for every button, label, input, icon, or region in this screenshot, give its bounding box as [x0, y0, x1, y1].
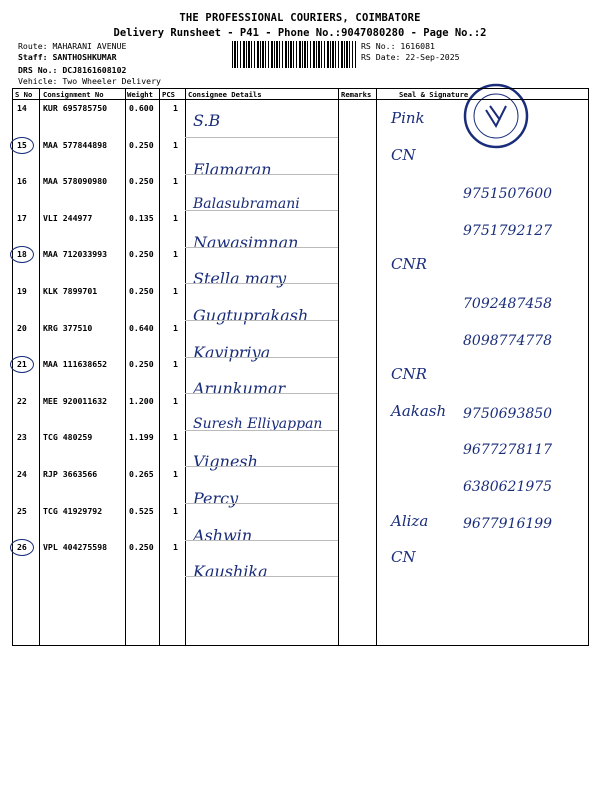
table-row — [13, 504, 588, 545]
col-remarks-header: Remarks — [341, 90, 372, 99]
table-row — [13, 394, 588, 432]
route-label: Route: MAHARANI AVENUE — [18, 41, 127, 51]
rs-date: RS Date: 22-Sep-2025 — [361, 52, 460, 62]
row-weight: 0.265 — [129, 469, 154, 479]
rs-number: RS No.: 1616081 — [361, 41, 435, 51]
runsheet-title: THE PROFESSIONAL COURIERS, COIMBATORE — [179, 12, 421, 24]
table-row — [13, 247, 588, 289]
row-consignment-no: KUR 695785750 — [43, 103, 108, 113]
table-row — [13, 174, 588, 212]
row-number-circle — [10, 539, 34, 556]
row-signature: CN — [391, 145, 416, 164]
row-pcs: 1 — [173, 249, 178, 260]
row-consignment-no: KRG 377510 — [43, 322, 93, 333]
row-pcs: 1 — [173, 542, 178, 553]
row-pcs: 1 — [173, 432, 178, 443]
vehicle-label: Vehicle: Two Wheeler Delivery — [18, 76, 161, 86]
row-consignee-handwritten: Kavipriya — [193, 342, 271, 362]
row-signature: Aakash — [391, 401, 447, 420]
row-consignee-handwritten: Balasubramani — [193, 196, 300, 213]
row-weight: 0.250 — [129, 176, 154, 187]
row-weight: 0.250 — [129, 542, 154, 553]
row-consignment-no: VPL 404275598 — [43, 542, 108, 553]
row-signature: CNR — [391, 255, 427, 274]
row-number-circle — [10, 137, 34, 154]
row-sno: 26 — [17, 542, 27, 553]
table-row — [13, 540, 588, 582]
table-row — [13, 357, 588, 399]
row-consignee-handwritten: Elamaran — [193, 159, 272, 179]
table-row — [13, 211, 588, 252]
row-consignee-handwritten: Suresh Elliyappan — [193, 415, 323, 432]
row-sno: 21 — [17, 359, 27, 370]
barcode — [232, 41, 356, 68]
staff-label: Staff: SANTHOSHKUMAR — [18, 52, 117, 62]
row-sno: 16 — [17, 176, 27, 187]
row-sno: 14 — [17, 103, 27, 113]
row-consignment-no: MAA 111638652 — [43, 359, 108, 370]
row-weight: 0.250 — [129, 286, 154, 296]
col-consignment-header: Consignment No — [43, 90, 104, 99]
row-consignee-handwritten: Kaushika — [193, 562, 268, 582]
row-consignee-handwritten: Arunkumar — [193, 379, 286, 399]
row-consignment-no: TCG 480259 — [43, 432, 93, 443]
col-weight-header: Weight — [127, 90, 153, 99]
row-pcs: 1 — [173, 395, 178, 406]
row-sno: 22 — [17, 395, 27, 406]
row-phone-handwritten: 7092487458 — [463, 296, 553, 312]
row-consignment-no: MAA 578090980 — [43, 176, 108, 187]
row-consignee-handwritten: Gugtuprakash — [193, 306, 309, 325]
row-phone-handwritten: 8098774778 — [463, 332, 553, 349]
row-phone-handwritten: 9677278117 — [463, 442, 553, 459]
row-signature: CNR — [391, 365, 427, 384]
row-signature: CN — [391, 548, 416, 567]
row-pcs: 1 — [173, 103, 178, 113]
table-row — [13, 467, 588, 508]
row-consignee-handwritten: Ashwin — [193, 525, 253, 545]
table-row — [13, 101, 588, 139]
row-consignment-no: MAA 712033993 — [43, 249, 108, 260]
row-divider — [185, 576, 338, 577]
row-weight: 0.640 — [129, 322, 154, 333]
row-sno: 24 — [17, 469, 27, 479]
row-weight: 0.525 — [129, 505, 154, 516]
row-number-circle — [10, 246, 34, 263]
row-weight: 1.200 — [129, 395, 154, 406]
row-sno: 15 — [17, 139, 27, 150]
row-signature: Pink — [391, 109, 425, 127]
runsheet-subtitle: Delivery Runsheet - P41 - Phone No.:9047080280 - Page No.:2 — [113, 27, 487, 39]
row-weight: 0.135 — [129, 212, 154, 223]
row-sno: 20 — [17, 322, 27, 333]
row-pcs: 1 — [173, 505, 178, 516]
row-consignee-handwritten: S.B — [193, 111, 221, 130]
row-consignee-handwritten: Stella mary — [193, 269, 287, 289]
row-phone-handwritten: 9751792127 — [463, 222, 553, 239]
row-sno: 18 — [17, 249, 27, 260]
col-seal-header: Seal & Signature — [399, 90, 469, 99]
row-sno: 17 — [17, 212, 27, 223]
col-consignee-header: Consignee Details — [188, 90, 262, 99]
row-consignment-no: MEE 920011632 — [43, 395, 108, 406]
row-pcs: 1 — [173, 139, 178, 150]
row-signature: Aliza — [391, 511, 429, 530]
row-pcs: 1 — [173, 469, 178, 479]
row-phone-handwritten: 6380621975 — [463, 479, 553, 495]
table-row — [13, 284, 588, 325]
row-consignment-no: KLK 7899701 — [43, 286, 98, 296]
row-sno: 23 — [17, 432, 27, 443]
row-weight: 1.199 — [129, 432, 154, 443]
row-consignee-handwritten: Nawasimnan — [193, 232, 299, 252]
table-row — [13, 430, 588, 472]
row-pcs: 1 — [173, 286, 178, 296]
row-sno: 19 — [17, 286, 27, 296]
row-phone-handwritten: 9751507600 — [463, 186, 553, 203]
row-pcs: 1 — [173, 359, 178, 370]
row-consignment-no: VLI 244977 — [43, 212, 93, 223]
row-weight: 0.250 — [129, 359, 154, 370]
runsheet-table — [12, 88, 589, 646]
row-weight: 0.600 — [129, 103, 154, 113]
drs-label: DRS No.: DCJ8161608102 — [18, 65, 127, 75]
row-weight: 0.250 — [129, 249, 154, 260]
row-sno: 25 — [17, 505, 27, 516]
row-weight: 0.250 — [129, 139, 154, 150]
row-pcs: 1 — [173, 322, 178, 333]
row-consignment-no: TCG 41929792 — [43, 505, 103, 516]
row-phone-handwritten: 9677916199 — [463, 515, 553, 532]
row-consignee-handwritten: Vignesh — [193, 452, 258, 472]
col-pcs-header: PCS — [162, 90, 175, 99]
row-consignee-handwritten: Percy — [193, 489, 239, 508]
table-row — [13, 321, 588, 362]
row-pcs: 1 — [173, 212, 178, 223]
col-sno-header: S No — [15, 90, 33, 99]
row-phone-handwritten: 9750693850 — [463, 405, 553, 422]
row-consignment-no: MAA 577844898 — [43, 139, 108, 150]
table-row — [13, 138, 588, 179]
row-pcs: 1 — [173, 176, 178, 187]
row-number-circle — [10, 356, 34, 373]
row-consignment-no: RJP 3663566 — [43, 469, 98, 479]
